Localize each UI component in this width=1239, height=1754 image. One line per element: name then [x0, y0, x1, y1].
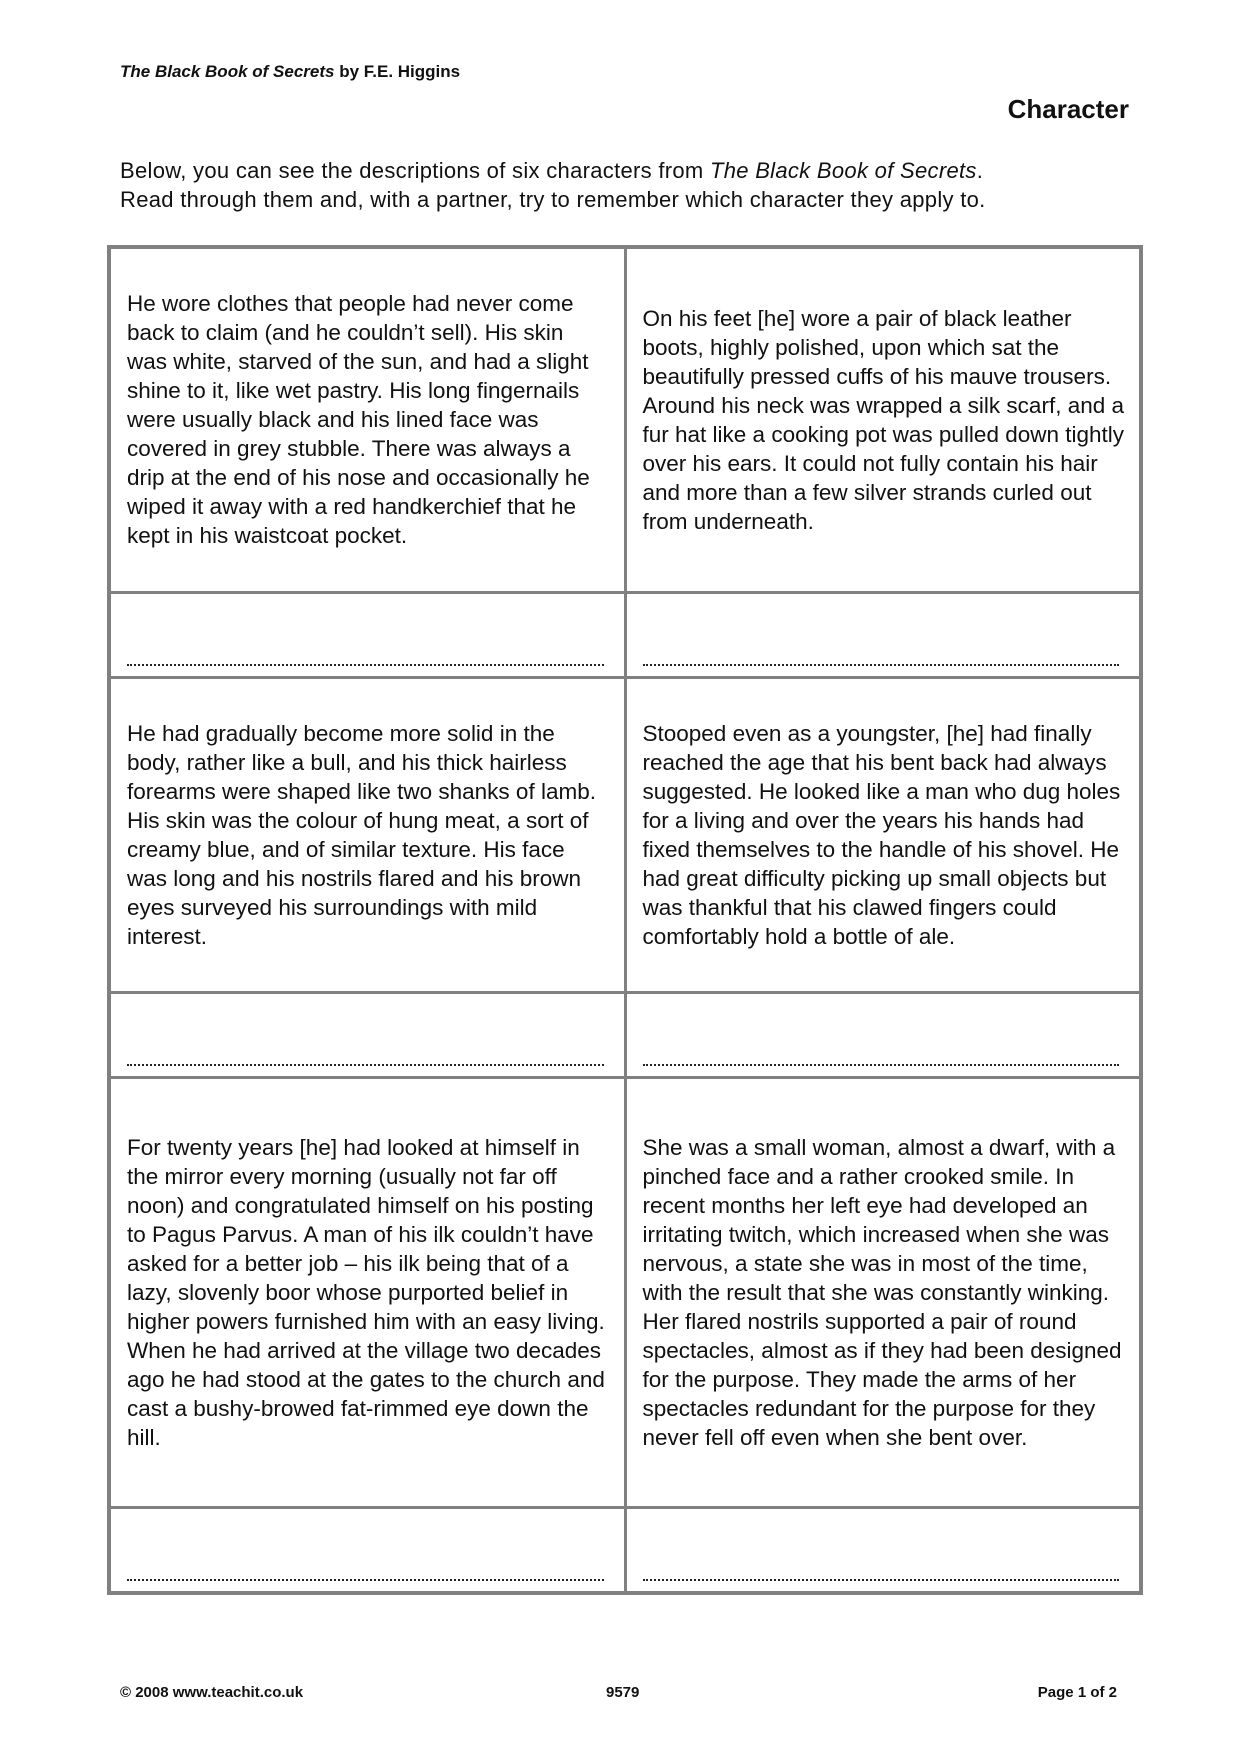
intro-line1-prefix: Below, you can see the descriptions of six characters from [120, 158, 710, 183]
answer-field-6[interactable] [625, 1507, 1141, 1593]
answer-field-3[interactable] [109, 992, 625, 1077]
answer-line [643, 663, 1120, 666]
document-header [120, 62, 460, 82]
footer-code: 9579 [606, 1684, 640, 1701]
answer-field-2[interactable] [625, 592, 1141, 677]
footer-page-number: Page 1 of 2 [1037, 1684, 1117, 1701]
answer-line [127, 1578, 604, 1581]
answer-line [643, 1578, 1120, 1581]
page-title: Character [1007, 94, 1129, 124]
footer-copyright: © 2008 www.teachit.co.uk [120, 1684, 304, 1701]
answer-line [127, 663, 604, 666]
description-card-1: He wore clothes that people had never come back to claim (and he couldn’t sell). His skin was white, starved of the sun, and had a slight shine to it, like wet pastry. His long fingernails were usually black and his lined face was covered in grey stubble. There was always a drip at the end of his nose and occasionally he wiped it away with a red handkerchief that he kept in his waistcoat pocket. [109, 247, 625, 592]
description-card-4: Stooped even as a youngster, [he] had finally reached the age that his bent back had always suggested. He looked like a man who dug holes for a living and over the years his hands had fixed themselves to the handle of his shovel. He had great difficulty picking up small objects but was thankful that his clawed fingers could comfortably hold a bottle of ale. [625, 677, 1141, 992]
book-title: The Black Book of Secrets [120, 62, 335, 81]
answer-line [643, 1063, 1120, 1066]
intro-book-title: The Black Book of Secrets [709, 158, 977, 183]
description-card-3: He had gradually become more solid in the body, rather like a bull, and his thick hairless forearms were shaped like two shanks of lamb. His skin was the colour of hung meat, a sort of creamy blue, and of similar texture. His face was long and his nostrils flared and his brown eyes surveyed his surroundings with mild interest. [109, 677, 625, 992]
description-card-2: On his feet [he] wore a pair of black leather boots, highly polished, upon which sat the beautifully pressed cuffs of his mauve trousers. Around his neck was wrapped a silk scarf, and a fur hat like a cooking pot was pulled down tightly over his ears. It could not fully contain his hair and more than a few silver strands curled out from underneath. [625, 247, 1141, 592]
answer-line [127, 1063, 604, 1066]
description-card-5: For twenty years [he] had looked at himself in the mirror every morning (usually not far off noon) and congratulated himself on his posting to Pagus Parvus. A man of his ilk couldn’t have asked for a better job – his ilk being that of a lazy, slovenly boor whose purported belief in higher powers furnished him with an easy living. When he had arrived at the village two decades ago he had stood at the gates to the church and cast a bushy-browed fat-rimmed eye down the hill. [109, 1077, 625, 1507]
byline: by F.E. Higgins [334, 62, 461, 81]
description-card-6: She was a small woman, almost a dwarf, with a pinched face and a rather crooked smile. In recent months her left eye had developed an irritating twitch, which increased when she was nervous, a state she was in most of the time, with the result that she was constantly winking. Her flared nostrils supported a pair of round spectacles, almost as if they had been designed for the purpose. They made the arms of her spectacles redundant for the purpose for they never fell off even when she bent over. [625, 1077, 1141, 1507]
answer-field-1[interactable] [109, 592, 625, 677]
answer-field-5[interactable] [109, 1507, 625, 1593]
character-table [107, 245, 1143, 1595]
intro-line1-suffix: . [976, 158, 984, 183]
intro-line2: Read through them and, with a partner, try to remember which character they apply to. [120, 187, 986, 212]
instructions [120, 156, 986, 214]
answer-field-4[interactable] [625, 992, 1141, 1077]
